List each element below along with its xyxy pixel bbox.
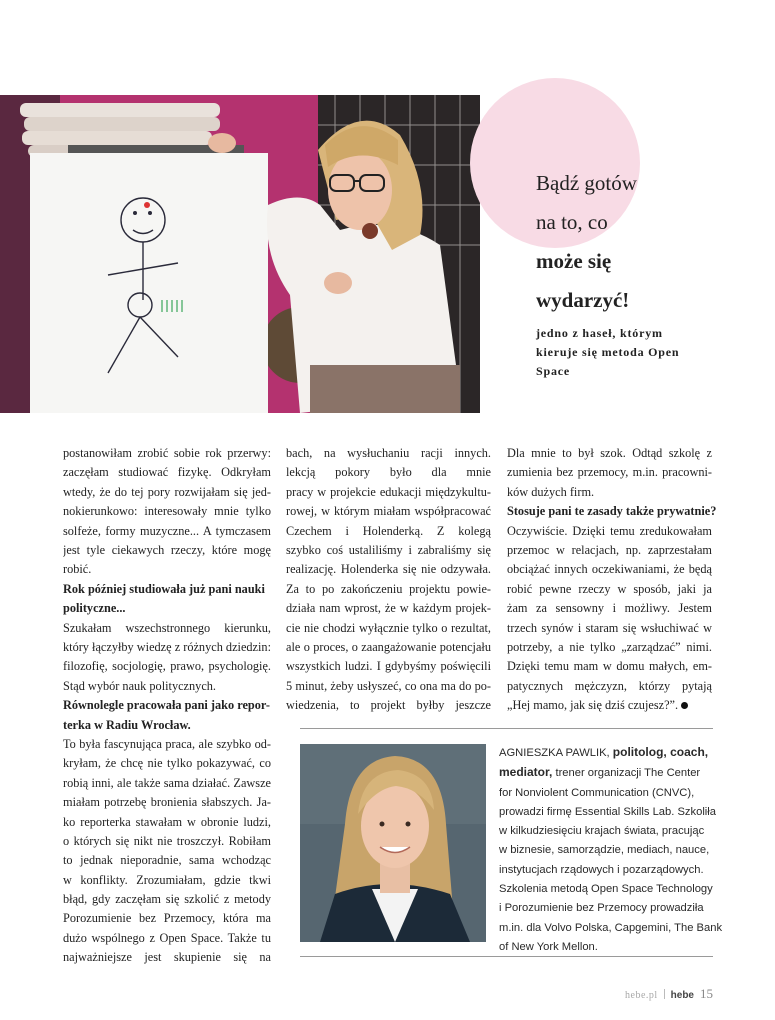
text-line: Dzięki temu mam w domu małych, em- <box>507 659 712 674</box>
text-line: Szukałam wszechstronnego kierunku, <box>63 620 271 635</box>
interview-question: terka w Radiu Wrocław. <box>63 717 191 732</box>
article-column-3 <box>507 444 717 716</box>
author-portrait <box>300 744 486 942</box>
article-column-2 <box>286 444 491 715</box>
text-line: Za to po zakończeniu projektu powie- <box>286 581 491 596</box>
author-role: mediator, <box>499 765 553 780</box>
text-line: robią inni, ale także sama działać. Zawsze <box>63 775 271 790</box>
text-line: trzech synów i staram się wsłuchiwać w <box>507 620 712 635</box>
text-line: robić pewne rzeczy w sposób, jaki ja <box>507 581 712 596</box>
author-name: AGNIESZKA PAWLIK, <box>499 747 610 759</box>
text-line: w konflikty. Zrozumiałam, gdzie tkwi <box>63 872 271 887</box>
text-line: Stąd wybór nauk politycznych. <box>63 678 216 693</box>
text-line: obciążać innych oczekiwaniami, że będą <box>507 562 712 577</box>
bio-line: m.in. dla Volvo Polska, Capgemini, The Bank <box>499 921 723 934</box>
pull-quote <box>536 164 696 320</box>
bio-line <box>499 763 714 783</box>
end-of-article-mark <box>681 702 688 709</box>
pull-quote-caption-line: jedno z haseł, którym <box>536 326 663 340</box>
text-line: Czechem i Holenderką. Z kolegą <box>286 523 491 538</box>
separator-rule-top <box>300 728 713 729</box>
text-line: Dla mnie to był szok. Odtąd szkolę z <box>507 446 712 460</box>
bio-line <box>499 743 714 763</box>
text-line: lekcją pokory było dla mnie <box>286 465 491 480</box>
text-line: żam za sensowny i możliwy. Jestem <box>507 601 712 616</box>
footer-brand-logo: hebe <box>670 990 694 1001</box>
text-line: ków dużych firm. <box>507 484 595 499</box>
interview-question: polityczne... <box>63 601 126 616</box>
bio-line: prowadzi firmę Essential Skills Lab. Szkoliła <box>499 805 716 818</box>
bio-line: of New York Mellon. <box>499 940 598 953</box>
text-line: 5 minut, żeby usłyszeć, co ona ma do po- <box>286 678 491 693</box>
text-line-content: „Hej mamo, jak się dziś czujesz?”. <box>507 698 679 713</box>
bio-line: instytucjach rządowych i pozarządowych. <box>499 863 704 876</box>
text-line: szybko coś ustaliliśmy i zabraliśmy się <box>286 542 491 557</box>
text-line: filozofię, socjologię, prawo, psychologię. <box>63 659 271 674</box>
text-line: o których się nikt nie troszczył. Robiłam <box>63 833 271 848</box>
text-line: to jednak nieporadnie, sama wchodząc <box>63 853 271 868</box>
text-line: miałam potrzebę bronienia słabszych. Ja- <box>63 795 271 810</box>
text-line: wtedy, że do tej pory rozwijałam się jed- <box>63 484 271 499</box>
footer-separator <box>664 989 665 999</box>
text-line: bach, na wysłuchaniu racji innych. <box>286 446 491 460</box>
text-line: cie nie chodzi wyłącznie tylko o rezultat, <box>286 620 491 635</box>
bio-line: w kilkudziesięciu krajach świata, pracując <box>499 825 705 838</box>
author-portrait-illustration <box>300 744 486 942</box>
author-bio <box>499 743 723 957</box>
article-column-1 <box>63 444 271 968</box>
text-line: Oczywiście. Dzięki temu zredukowałam <box>507 523 712 538</box>
text-line: realizację. Holenderka się nie odzywała. <box>286 562 491 577</box>
text-line: najważniejsze jest skupienie się na <box>63 950 271 965</box>
text-line: wszystkich ludzi. I gdybyśmy poświęcili <box>286 659 491 674</box>
pull-quote-caption-line: Space <box>536 364 570 378</box>
pull-quote-caption <box>536 324 716 381</box>
pull-quote-line: na to, co <box>536 210 608 234</box>
text-line-last <box>507 696 712 715</box>
text-line: postanowiłam zrobić sobie rok przerwy: <box>63 446 271 460</box>
text-line: zumienia bez przemocy, m.in. pracowni- <box>507 465 712 480</box>
text-line: przemoc w relacjach, np. zaprzestałam <box>507 542 712 557</box>
text-line: potrzeby, a nie tylko „zarządzać” nimi. <box>507 639 712 654</box>
text-line: jest tyle ciekawych rzeczy, które mogę <box>63 542 271 557</box>
bio-line: Szkolenia metodą Open Space Technology <box>499 883 713 896</box>
text-line: kryłam, że chcę nie tylko pokazywać, co <box>63 756 271 771</box>
text-line: wiedzenia, to projekt byłby jeszcze <box>286 698 491 713</box>
pull-quote-line: wydarzyć! <box>536 288 630 312</box>
text-line: który łączyłby wiedzę z różnych dziedzin: <box>63 639 271 654</box>
text-line: rowej, w którym miałam współpracować <box>286 504 491 519</box>
text-line: błąd, gdy zaczęłam się szkolić z metody <box>63 892 271 907</box>
text-line: patycznych mężczyzn, którzy pytają <box>507 678 712 693</box>
text-line: To była fascynująca praca, ale szybko od- <box>63 736 271 751</box>
bio-line: for Nonviolent Communication (CNVC), <box>499 786 695 799</box>
page-footer <box>625 986 713 1002</box>
hero-photo <box>0 95 480 413</box>
hero-photo-illustration <box>0 95 480 413</box>
text-line: nokierunkowo: interesowały mnie tylko <box>63 504 271 519</box>
text-line: Porozumienie bez Przemocy, która ma <box>63 911 271 926</box>
text-line: robić. <box>63 562 92 577</box>
text-line: zaczęłam studiować fizykę. Odkryłam <box>63 465 271 480</box>
interview-question: Stosuje pani te zasady także prywatnie? <box>507 504 717 519</box>
page-number: 15 <box>700 986 713 1001</box>
footer-site: hebe.pl <box>625 990 658 1001</box>
text-line: ko reporterka stawałam w obronie ludzi, <box>63 814 271 829</box>
text-line: pracy w projekcie edukacji międzykultu- <box>286 484 491 499</box>
author-role: politolog, coach, <box>612 745 709 759</box>
bio-line: w biznesie, samorządzie, mediach, nauce, <box>499 844 710 857</box>
pull-quote-line: może się <box>536 249 612 273</box>
interview-question: Rok później studiowała już pani nauki <box>63 581 265 596</box>
bio-line: i Porozumienie bez Przemocy prowadziła <box>499 902 704 915</box>
pull-quote-caption-line: kieruje się metoda Open <box>536 345 680 359</box>
interview-question: Równolegle pracowała pani jako repor- <box>63 698 270 713</box>
text-line: solfeże, formy muzyczne... A tymczasem <box>63 523 271 538</box>
bio-text: trener organizacji The Center <box>555 767 701 780</box>
text-line: ale o proces, o zaangażowanie potencjału <box>286 639 491 654</box>
text-line: działa nam wprost, że w każdym projek- <box>286 601 491 616</box>
pull-quote-line: Bądź gotów <box>536 171 637 195</box>
text-line: dużo wspólnego z Open Space. Także tu <box>63 930 271 945</box>
